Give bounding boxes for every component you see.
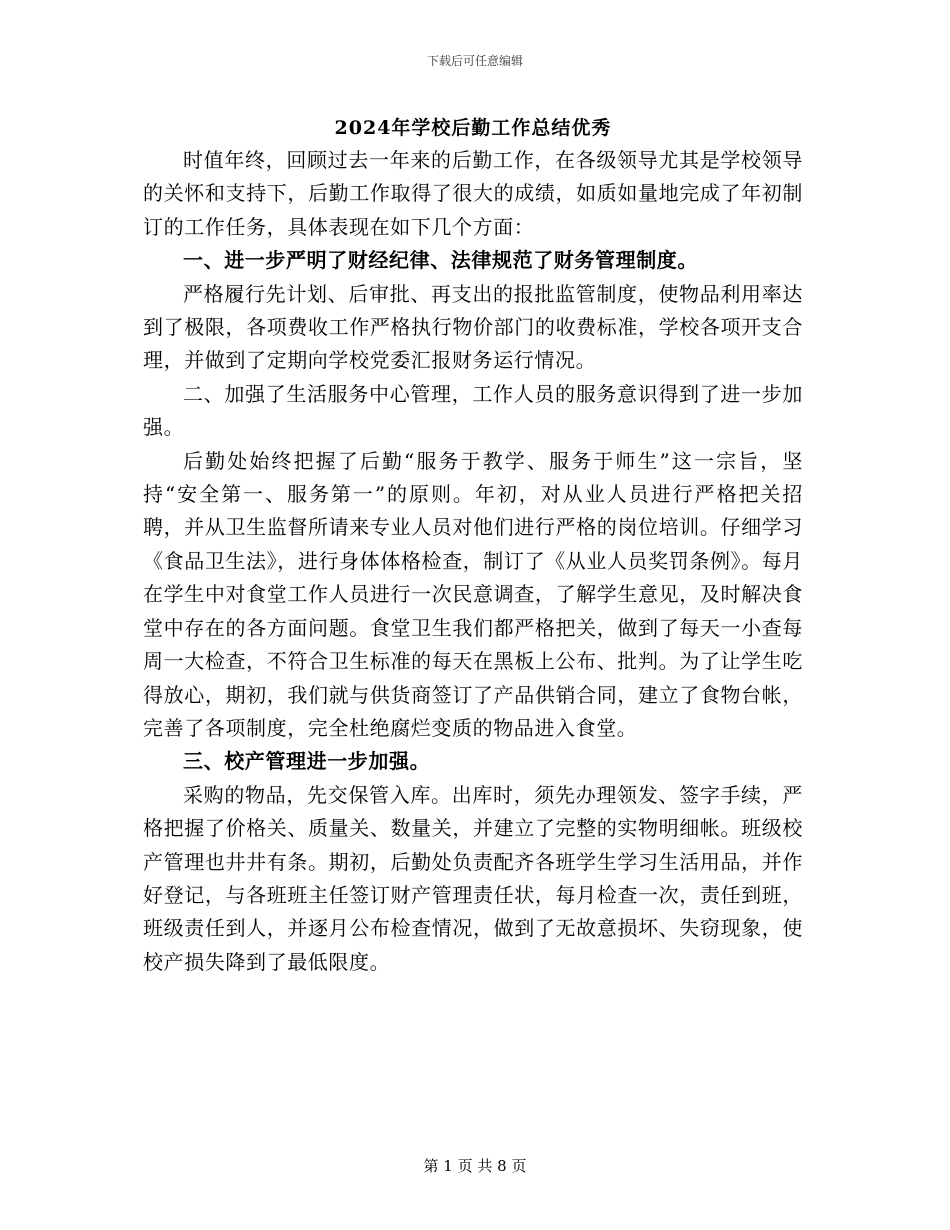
paragraph-service: 后勤处始终把握了后勤“服务于教学、服务于师生”这一宗旨，坚持“安全第一、服务第一”的原则。年初，对从业人员进行严格把关招聘，并从卫生监督所请来专业人员对他们进行严格的岗位培训。仔细学习《食品卫生法》，进行身体体格检查，制订了《从业人员奖罚条例》。每月在学生中对食堂工作人员进行一次民意调查，了解学生意见，及时解决食堂中存在的各方面问题。食堂卫生我们都严格把关，做到了每天一小查每周一大检查，不符合卫生标准的每天在黑板上公布、批判。为了让学生吃得放心，期初，我们就与供货商签订了产品供销合同，建立了食物台帐，完善了各项制度，完全杜绝腐烂变质的物品进入食堂。	[143, 448, 803, 740]
header-note: 下载后可任意编辑	[426, 54, 523, 68]
section-heading-service: 二、加强了生活服务中心管理，工作人员的服务意识得到了进一步加强。	[143, 381, 803, 440]
paragraph-intro: 时值年终，回顾过去一年来的后勤工作，在各级领导尤其是学校领导的关怀和支持下，后勤工作取得了很大的成绩，如质如量地完成了年初制订的工作任务，具体表现在如下几个方面：	[143, 148, 803, 239]
paragraph-finance: 严格履行先计划、后审批、再支出的报批监管制度，使物品利用率达到了极限，各项费收工作严格执行物价部门的收费标准，学校各项开支合理，并做到了定期向学校党委汇报财务运行情况。	[143, 281, 803, 373]
document-title: 2024年学校后勤工作总结优秀	[334, 117, 612, 139]
section-heading-assets: 三、校产管理进一步加强。	[183, 749, 431, 774]
section-heading-finance: 一、进一步严明了财经纪律、法律规范了财务管理制度。	[183, 248, 698, 273]
document-body	[143, 112, 803, 979]
page-number: 第 1 页 共 8 页	[423, 1157, 527, 1175]
paragraph-assets: 采购的物品，先交保管入库。出库时，须先办理领发、签字手续，严格把握了价格关、质量关、数量关，并建立了完整的实物明细帐。班级校产管理也井井有条。期初，后勤处负责配齐各班学生学习生活用品，并作好登记，与各班班主任签订财产管理责任状，每月检查一次，责任到班，班级责任到人，并逐月公布检查情况，做到了无故意损坏、失窃现象，使校产损失降到了最低限度。	[143, 782, 803, 974]
